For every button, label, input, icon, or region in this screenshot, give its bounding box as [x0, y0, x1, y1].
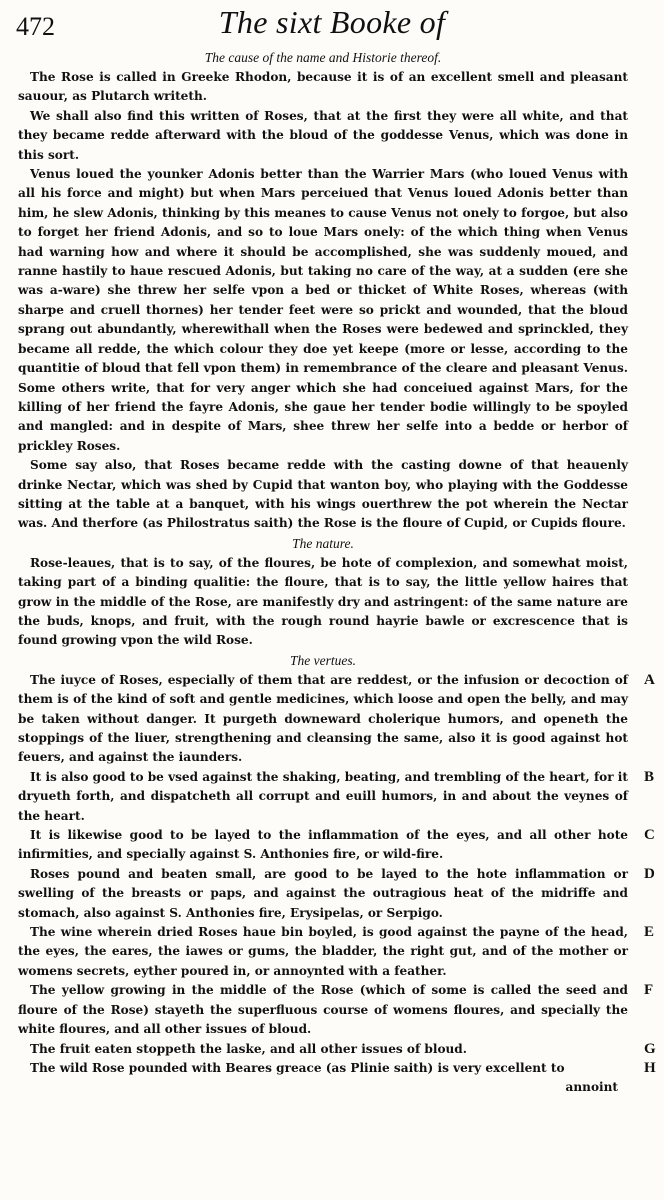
margin-letter: H	[644, 1059, 656, 1076]
page-number: 472	[16, 12, 55, 41]
paragraph: It is likewise good to be layed to the inflammation of the eyes, and all other hote infirmities, and specially against S. Anthonies fire, or wild-fire. C	[18, 827, 655, 862]
paragraph: It is also good to be vsed against the shaking, beating, and trembling of the heart, for it dryueth forth, and dispatcheth all corrupt and euill humors, in and about the veynes of the heart. B	[18, 768, 655, 823]
section-vertues	[18, 651, 656, 1098]
paragraph: The fruit eaten stoppeth the laske, and all other issues of bloud. G	[18, 1040, 628, 1059]
section-heading: The vertues.	[290, 652, 356, 668]
margin-letter: C	[644, 827, 655, 844]
running-title: The sixt Booke of	[218, 4, 446, 40]
margin-letter: F	[644, 982, 654, 999]
margin-letter: G	[644, 1040, 656, 1057]
paragraph: The wild Rose pounded with Beares greace (as Plinie saith) is very excellent to H	[18, 1059, 628, 1078]
paragraph: The yellow growing in the middle of the Rose (which of some is called the seed and floure of the Rose) stayeth the superfluous course of womens floures, and specially the white floures, and all other issues of bloud. F	[18, 982, 654, 1037]
paragraph: Rose-leaues, that is to say, of the floures, be hote of complexion, and somewhat moist, taking part of a binding qualitie: the floure, that is to say, the little yellow haires that grow in the middle of the Rose, are manifestly dry and astringent: of the same nature are the buds, knops, and fruit, with the rough round hayrie bawle or excrescence that is found growing vpon the wild Rose.	[18, 555, 628, 648]
margin-letter: A	[644, 671, 655, 688]
paragraph: We shall also find this written of Roses, that at the first they were all white, and that they became redde afterward with the bloud of the goddesse Venus, which was done in this sort.	[18, 108, 628, 162]
paragraph: The wine wherein dried Roses haue bin boyled, is good against the payne of the head, the eyes, the eares, the iawes or gums, the bladder, the right gut, and of the mother or womens secrets, eyther poured in, or annoynted with a feather. E	[18, 924, 655, 978]
section-heading: The nature.	[292, 535, 354, 551]
margin-letter: D	[644, 865, 655, 882]
catchword: annoint	[565, 1080, 618, 1095]
margin-letter: E	[644, 924, 655, 941]
margin-letter: B	[644, 768, 655, 785]
paragraph: Roses pound and beaten small, are good to be layed to the hote inflammation or swelling of the breasts or paps, and against the outragious heat of the midriffe and stomach, also against S. Anthonies fire, Erysipelas, or Serpigo. D	[18, 865, 655, 920]
page-header	[14, 2, 650, 50]
section-heading: The cause of the name and Historie thereof.	[204, 50, 442, 65]
paragraph: The Rose is called in Greeke Rhodon, because it is of an excellent smell and pleasant sauour, as Plutarch writeth.	[18, 70, 628, 104]
paragraph: The iuyce of Roses, especially of them that are reddest, or the infusion or decoction of them is of the kind of soft and gentle medicines, which loose and open the belly, and may be taken without danger. It purgeth downeward cholerique humors, and openeth the stoppings of the liuer, strengthening and cleansing the same, also it is good against hot feuers, and against the iaunders. A	[18, 671, 655, 765]
paragraph: Venus loued the younker Adonis better than the Warrier Mars (who loued Venus with all his force and might) but when Mars perceiued that Venus loued Adonis better than him, he slew Adonis, thinking by this meanes to cause Venus not onely to forgoe, but also to forget her friend Adonis, and so to loue Mars onely: of the which thing when Venus had warning how and where it should be accomplished, she was suddenly moued, and ranne hastily to haue rescued Adonis, but taking no care of the way, at a sudden (ere she was a-ware) she threw her selfe vpon a bed or thicket of White Roses, whereas (with sharpe and cruell thornes) her tender feet were so prickt and wounded, that the bloud sprang out abundantly, wherewithall when the Roses were bedewed and sprinckled, they became all redde, the which colour they doe yet keepe (more or lesse, according to the quantitie of bloud that fell vpon them) in remembrance of the cleare and pleasant Venus. Some others write, that for very anger which she had conceiued against Mars, for the killing of her friend the fayre Adonis, she gaue her tender bodie willingly to be spoyled and mangled: and in despite of Mars, shee threw her selfe into a bedde or herbor of prickley Roses.	[18, 167, 628, 453]
section-nature	[18, 534, 628, 651]
section-name-history	[18, 48, 628, 534]
paragraph: Some say also, that Roses became redde with the casting downe of that heauenly drinke Nectar, which was shed by Cupid that wanton boy, who playing with the Goddesse sitting at the table at a banquet, with his wings ouerthrew the pot wherein the Nectar was. And therfore (as Philostratus saith) the Rose is the floure of Cupid, or Cupids floure.	[18, 458, 628, 531]
page-body	[18, 48, 656, 1097]
